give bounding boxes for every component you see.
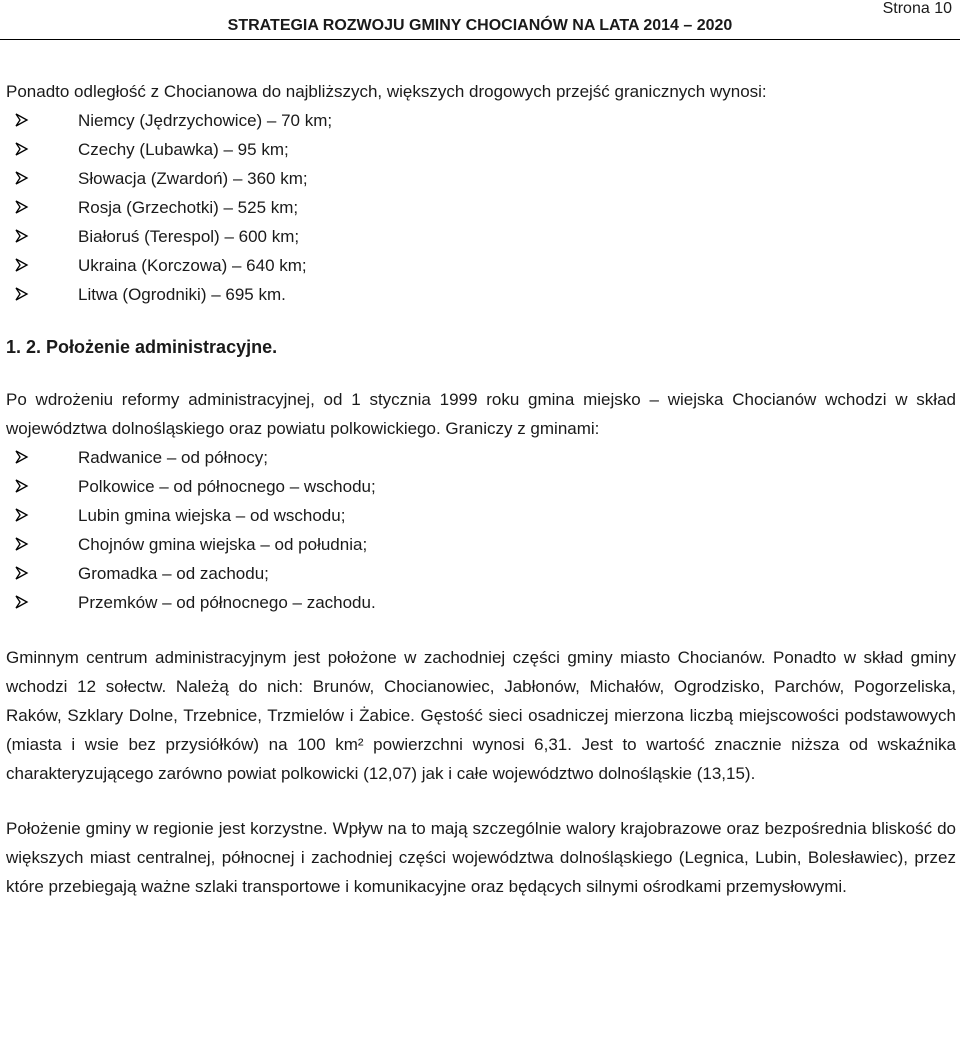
arrow-bullet-icon xyxy=(14,507,30,523)
border-crossings-list xyxy=(6,106,956,309)
list-item-text: Radwanice – od północy; xyxy=(78,448,268,467)
section-heading: 1. 2. Położenie administracyjne. xyxy=(6,337,278,357)
arrow-bullet-icon xyxy=(14,257,30,273)
list-item xyxy=(6,280,956,309)
list-item xyxy=(6,135,956,164)
admin-paragraph: Po wdrożeniu reformy administracyjnej, od 1 stycznia 1999 roku gmina miejsko – wiejska Chocianów wchodzi w skład województwa dolnośląskiego oraz powiatu polkowickiego. Graniczy z gminami: xyxy=(6,390,956,438)
arrow-bullet-icon xyxy=(14,199,30,215)
list-item xyxy=(6,501,956,530)
list-item-text: Ukraina (Korczowa) – 640 km; xyxy=(78,256,307,275)
list-item xyxy=(6,588,956,617)
list-item-text: Niemcy (Jędrzychowice) – 70 km; xyxy=(78,111,333,130)
list-item-text: Słowacja (Zwardoń) – 360 km; xyxy=(78,169,308,188)
list-item-text: Chojnów gmina wiejska – od południa; xyxy=(78,535,368,554)
list-item-text: Czechy (Lubawka) – 95 km; xyxy=(78,140,289,159)
page-body xyxy=(6,77,956,901)
list-item-text: Gromadka – od zachodu; xyxy=(78,564,269,583)
arrow-bullet-icon xyxy=(14,141,30,157)
list-item xyxy=(6,193,956,222)
list-item xyxy=(6,559,956,588)
list-item xyxy=(6,472,956,501)
list-item xyxy=(6,106,956,135)
list-item xyxy=(6,530,956,559)
list-item xyxy=(6,443,956,472)
arrow-bullet-icon xyxy=(14,565,30,581)
list-item-text: Polkowice – od północnego – wschodu; xyxy=(78,477,376,496)
page-number: Strona 10 xyxy=(882,0,952,17)
location-paragraph: Położenie gminy w regionie jest korzystne. Wpływ na to mają szczególnie walory krajobrazowe oraz bezpośrednia bliskość do większych miast centralnej, północnej i zachodniej części województwa dolnośląskiego (Legnica, Lubin, Bolesławiec), przez które przebiegają ważne szlaki transportowe i komunikacyjne oraz będących silnymi ośrodkami przemysłowymi. xyxy=(6,819,956,896)
list-item-text: Litwa (Ogrodniki) – 695 km. xyxy=(78,285,286,304)
list-item xyxy=(6,222,956,251)
list-item xyxy=(6,164,956,193)
arrow-bullet-icon xyxy=(14,478,30,494)
header-rule xyxy=(0,39,960,40)
arrow-bullet-icon xyxy=(14,594,30,610)
arrow-bullet-icon xyxy=(14,536,30,552)
arrow-bullet-icon xyxy=(14,449,30,465)
arrow-bullet-icon xyxy=(14,170,30,186)
list-item-text: Białoruś (Terespol) – 600 km; xyxy=(78,227,300,246)
intro-paragraph: Ponadto odległość z Chocianowa do najbliższych, większych drogowych przejść granicznych wynosi: xyxy=(6,82,767,101)
neighbours-list xyxy=(6,443,956,617)
list-item-text: Rosja (Grzechotki) – 525 km; xyxy=(78,198,299,217)
arrow-bullet-icon xyxy=(14,112,30,128)
list-item-text: Przemków – od północnego – zachodu. xyxy=(78,593,376,612)
list-item xyxy=(6,251,956,280)
list-item-text: Lubin gmina wiejska – od wschodu; xyxy=(78,506,346,525)
running-header: STRATEGIA ROZWOJU GMINY CHOCIANÓW NA LATA 2014 – 2020 xyxy=(227,17,733,34)
center-paragraph: Gminnym centrum administracyjnym jest położone w zachodniej części gminy miasto Chocianów. Ponadto w skład gminy wchodzi 12 sołectw. Należą do nich: Brunów, Chocianowiec, Jabłonów, Michałów, Ogrodzisko, Parchów, Pogorzeliska, Raków, Szklary Dolne, Trzebnice, Trzmielów i Żabice. Gęstość sieci osadniczej mierzona liczbą miejscowości podstawowych (miasta i wsie bez przysiółków) na 100 km² powierzchni wynosi 6,31. Jest to wartość znacznie niższa od wskaźnika charakteryzującego zarówno powiat polkowicki (12,07) jak i całe województwo dolnośląskie (13,15). xyxy=(6,648,956,783)
arrow-bullet-icon xyxy=(14,286,30,302)
arrow-bullet-icon xyxy=(14,228,30,244)
